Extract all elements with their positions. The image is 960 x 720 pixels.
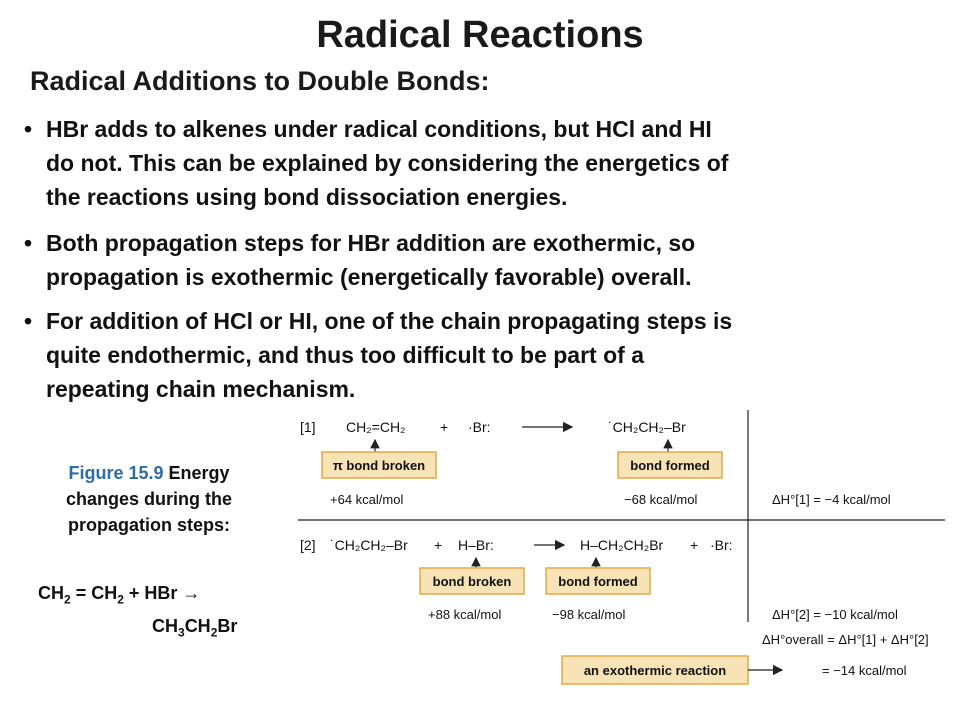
overall-value: = −14 kcal/mol [822,663,907,678]
exothermic-reaction-label: an exothermic reaction [583,663,727,678]
caption-text: changes during the [65,489,233,509]
step1-formed-energy: −68 kcal/mol [624,492,698,507]
bullet-dot: • [24,308,33,334]
slide-subtitle: Radical Additions to Double Bonds: [30,66,490,96]
step1-label: [1] [300,419,316,435]
bullet-line: quite endothermic, and thus too difficult to be part of a [46,342,644,368]
step2-product: H–CH₂CH₂Br [580,537,664,553]
step2-hbr: H–Br: [458,537,494,553]
plus-sign: + [440,419,449,435]
plus-sign: + [690,537,699,553]
overall-dh-expression: ΔH°overall = ΔH°[1] + ΔH°[2] [762,632,929,647]
figure-label: Figure 15.9 [68,463,164,483]
figure-caption [28,460,270,538]
bullet-line: propagation is exothermic (energetically favorable) overall. [46,264,692,290]
step2-formed-energy: −98 kcal/mol [552,607,626,622]
step2-br-radical: ·Br: [710,537,733,553]
equation-line-1: $CH_2 = CH_2$ + HBr → [38,583,201,607]
step1-reactant: CH₂=CH₂ [346,419,406,435]
bullet-line: Both propagation steps for HBr addition are exothermic, so [46,230,696,256]
plus-sign: + [434,537,443,553]
bond-formed-label: bond formed [630,458,710,473]
step2-broken-energy: +88 kcal/mol [428,607,502,622]
equation-line-2: $CH_3CH_2Br$ [152,615,238,640]
bullet-line: HBr adds to alkenes under radical conditions, but HCl and HI [46,116,712,142]
bullet-line: repeating chain mechanism. [46,376,356,402]
step2-dh: ΔH°[2] = −10 kcal/mol [772,607,898,622]
pi-bond-broken-label: π bond broken [332,458,426,473]
slide-title: Radical Reactions [316,14,644,56]
caption-text: Energy [168,463,230,483]
step1-br-radical: ·Br: [468,419,491,435]
bullet-line: do not. This can be explained by considering the energetics of [46,150,729,176]
overall-equation [38,580,237,645]
step2-label: [2] [300,537,316,553]
bond-formed-label: bond formed [558,574,638,589]
bond-broken-label: bond broken [432,574,512,589]
energy-diagram [290,408,950,693]
step1-dh: ΔH°[1] = −4 kcal/mol [772,492,891,507]
step1-broken-energy: +64 kcal/mol [330,492,404,507]
caption-text: propagation steps: [67,515,230,535]
bullet-line: For addition of HCl or HI, one of the chain propagating steps is [46,308,733,334]
step1-product: ˙CH₂CH₂–Br [608,419,686,435]
bullet-dot: • [24,230,33,256]
bullet-line: the reactions using bond dissociation energies. [46,184,568,210]
bullet-dot: • [24,116,33,142]
step2-reactant: ˙CH₂CH₂–Br [330,537,408,553]
